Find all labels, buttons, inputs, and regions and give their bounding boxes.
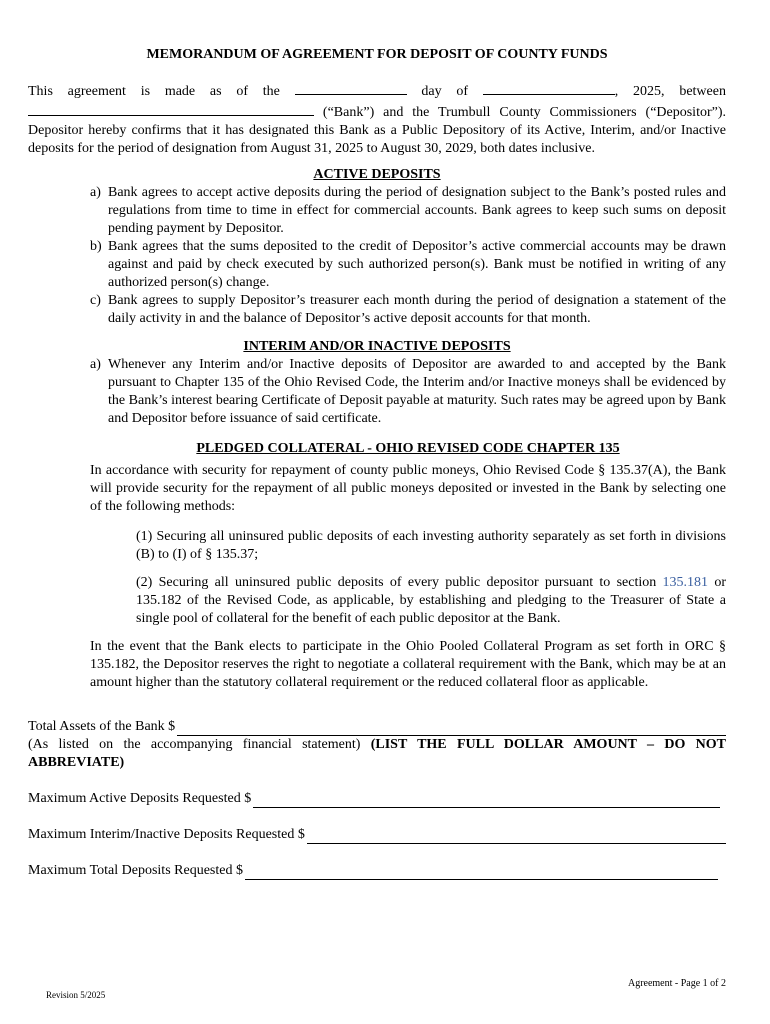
bank-name-blank[interactable] — [28, 101, 314, 116]
collateral-option-1: (1) Securing all uninsured public deposits of each investing authority separately as set forth in divisions (B) to (I) of § 135.37; — [136, 529, 726, 562]
total-assets-block — [28, 718, 726, 772]
intro-text-1: This agreement is made as of the — [28, 84, 280, 99]
interim-deposits-list — [90, 356, 726, 428]
document-page — [28, 46, 726, 880]
agreement-month-blank[interactable] — [483, 80, 615, 95]
revision-label: Revision 5/2025 — [46, 990, 106, 1000]
max-interim-blank[interactable] — [307, 829, 726, 844]
collateral-option-2: (2) Securing all uninsured public deposits of every public depositor pursuant to section 135.181 or 135.182 of the Revised Code, as applicable, by establishing and pledging to the Treasurer of State a single pool of collateral for the benefit of each public depositor at the Bank. — [136, 575, 726, 626]
intro-text-3: , 2025, between — [614, 84, 726, 99]
interim-deposits-heading: INTERIM AND/OR INACTIVE DEPOSITS — [243, 339, 511, 354]
list-item: c) Bank agrees to supply Depositor’s treasurer each month during the period of designation a statement of the daily activity in and the balance of Depositor’s active deposit accounts for that month. — [90, 293, 726, 326]
max-total-field — [28, 862, 718, 880]
max-interim-field — [28, 826, 726, 844]
intro-text-4: (“Bank”) and the Trumbull County Commissioners (“Depositor”). — [322, 105, 726, 120]
max-active-label: Maximum Active Deposits Requested $ — [28, 791, 252, 806]
max-interim-label: Maximum Interim/Inactive Deposits Requested $ — [28, 827, 305, 842]
max-active-blank[interactable] — [253, 793, 720, 808]
full-amount-instruction: (LIST THE FULL DOLLAR AMOUNT – DO NOT ABBREVIATE) — [28, 737, 726, 770]
max-total-blank[interactable] — [245, 865, 718, 880]
active-deposits-heading: ACTIVE DEPOSITS — [313, 167, 441, 182]
list-item: a) Whenever any Interim and/or Inactive deposits of Depositor are awarded to and accepted by the Bank pursuant to Chapter 135 of the Ohio Revised Code, the Interim and/or Inactive moneys shall be evidenced by the Bank’s interest bearing Certificate of Deposit payable at maturity. Such rates may be agreed upon by Bank and Depositor before issuance of said certificate. — [90, 357, 726, 426]
agreement-day-blank[interactable] — [295, 80, 407, 95]
section-135-181-reference: 135.181 — [662, 575, 709, 590]
pledged-paragraph-2: In the event that the Bank elects to participate in the Ohio Pooled Collateral Program as set forth in ORC § 135.182, the Depositor reserves the right to negotiate a collateral requirement with the Bank, which may be at an amount higher than the statutory collateral requirement or the reduced collateral floor as applicable. — [90, 639, 726, 690]
max-active-field — [28, 790, 720, 808]
pledged-paragraph-1: In accordance with security for repayment of county public moneys, Ohio Revised Code § 135.37(A), the Bank will provide security for the repayment of all public moneys deposited or invested in the Bank by selecting one of the following methods: — [90, 463, 726, 514]
document-title: MEMORANDUM OF AGREEMENT FOR DEPOSIT OF COUNTY FUNDS — [146, 47, 608, 62]
intro-text-5: Depositor hereby confirms that it has designated this Bank as a Public Depository of its Active, Interim, and/or Inactive deposits for the period of designation from August 31, 2025 to August 30, 2029, both dates inclusive. — [28, 123, 726, 156]
total-assets-note: (As listed on the accompanying financial statement) (LIST THE FULL DOLLAR AMOUNT – DO NOT ABBREVIATE) — [28, 737, 726, 770]
intro-text-2: day of — [421, 84, 469, 99]
total-assets-blank[interactable] — [177, 721, 726, 736]
max-total-label: Maximum Total Deposits Requested $ — [28, 863, 243, 878]
active-deposits-list — [90, 184, 726, 328]
list-item: b) Bank agrees that the sums deposited to the credit of Depositor’s active commercial accounts may be drawn against and paid by check executed by such authorized person(s). Bank must be notified in writing of any authorized person(s) change. — [90, 239, 726, 290]
page-number: Agreement - Page 1 of 2 — [627, 978, 726, 989]
total-assets-label: Total Assets of the Bank $ — [28, 719, 176, 734]
pledged-collateral-heading: PLEDGED COLLATERAL - OHIO REVISED CODE CHAPTER 135 — [196, 441, 620, 456]
total-assets-field — [28, 718, 726, 736]
list-item: a) Bank agrees to accept active deposits during the period of designation subject to the Bank’s posted rules and regulations from time to time in effect for commercial accounts. Bank agrees to keep such sums on deposit pending payment by Depositor. — [90, 185, 726, 236]
intro-paragraph — [28, 80, 726, 158]
